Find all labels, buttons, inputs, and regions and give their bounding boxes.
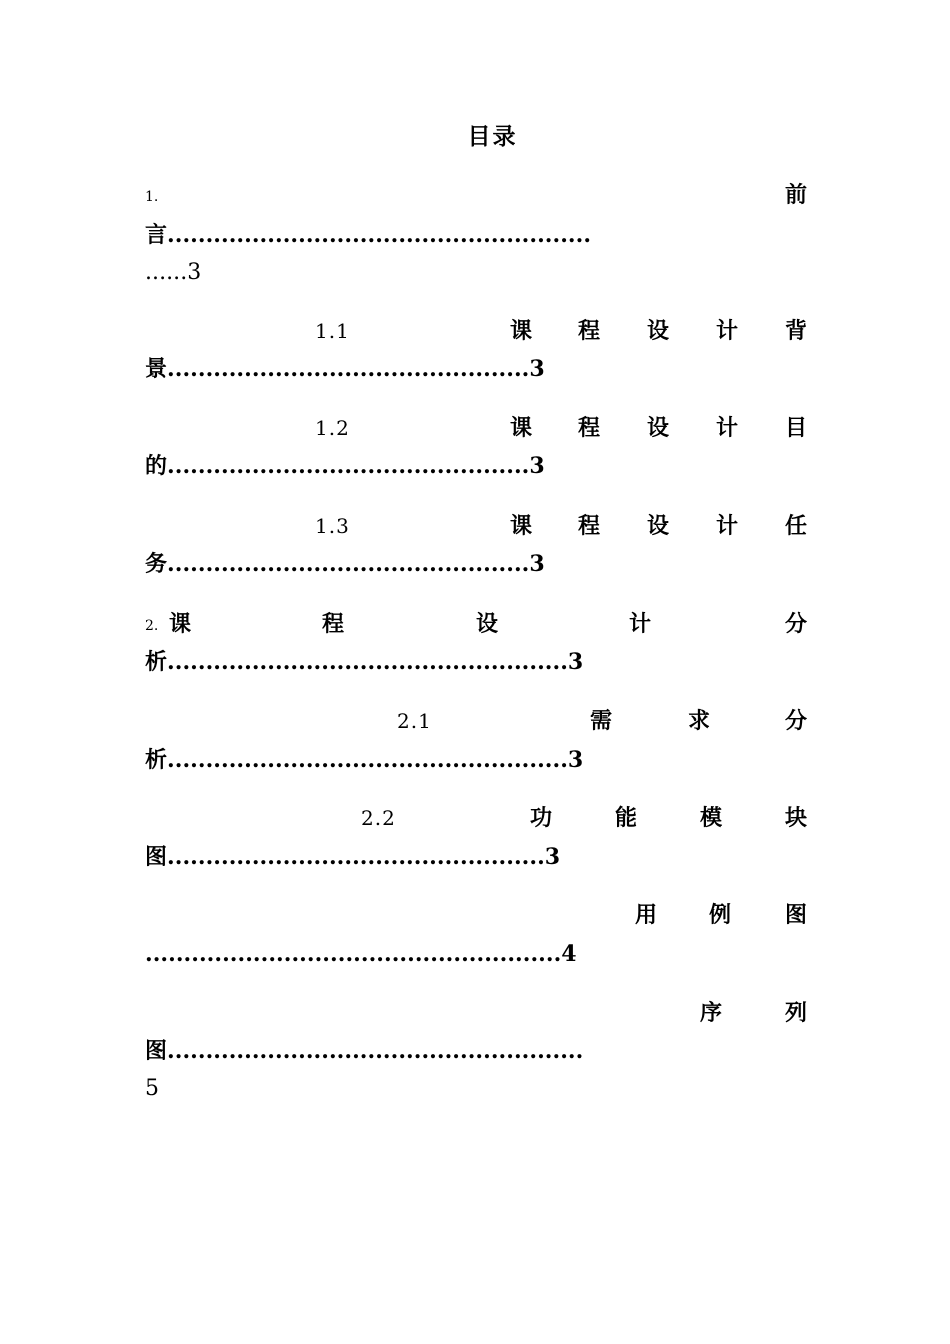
toc-entry-word: 计: [629, 611, 652, 637]
toc-entry-word: 背: [784, 318, 807, 344]
toc-entry-leader: 言.......................................................: [145, 222, 592, 248]
toc-entry-leader: 务...............................................3: [145, 551, 545, 577]
toc-entry-number: 1.2: [315, 416, 350, 440]
toc-entry-number: 1.1: [315, 319, 350, 343]
toc-entry-word: 功: [530, 805, 553, 831]
toc-entry-number: 2.2: [361, 806, 396, 830]
toc-entry-word: 图: [784, 902, 807, 928]
toc-entry-word: 模: [700, 805, 723, 831]
toc-entry-word: 分: [784, 611, 807, 637]
toc-entry-leader: 的...............................................3: [145, 453, 545, 479]
toc-entry-word: 计: [716, 415, 739, 441]
toc-entry-word: 需: [590, 708, 613, 734]
toc-entry-number: 1.3: [315, 514, 350, 538]
toc-entry-word: 课: [510, 415, 533, 441]
toc-entry-word: 程: [578, 415, 601, 441]
toc-entry-word: 计: [716, 513, 739, 539]
toc-entry-word: 分: [784, 708, 807, 734]
toc-entry-word: 求: [688, 708, 711, 734]
toc-entry-word: 块: [784, 805, 807, 831]
toc-entry-page: 5: [145, 1076, 159, 1101]
toc-entry-word: 设: [476, 611, 499, 637]
toc-entry-word: 能: [615, 805, 638, 831]
toc-entry-leader: 景...............................................3: [145, 356, 545, 382]
toc-entry-number: 2.: [145, 618, 159, 634]
toc-entry-word: 设: [647, 513, 670, 539]
toc-entry-word: 用: [635, 902, 658, 928]
toc-entry-word: 课: [510, 513, 533, 539]
toc-title: 目录: [467, 123, 518, 150]
toc-entry-word: 计: [716, 318, 739, 344]
toc-entry-word: 序: [700, 1000, 723, 1026]
toc-entry-leader: ......................................................4: [145, 941, 577, 967]
toc-entry-page: ......3: [145, 260, 202, 285]
toc-entry-leader: 析....................................................3: [145, 649, 584, 675]
toc-entry-word: 设: [647, 318, 670, 344]
toc-entry-word: 任: [784, 513, 807, 539]
toc-entry-leader: 图......................................................: [145, 1038, 584, 1064]
toc-entry-leader: 图.................................................3: [145, 844, 561, 870]
toc-entry-word: 列: [784, 1000, 807, 1026]
toc-entry-word: 设: [647, 415, 670, 441]
toc-entry-number: 2.1: [397, 709, 432, 733]
toc-entry-word: 程: [578, 318, 601, 344]
toc-entry-word: 课: [169, 611, 192, 637]
toc-entry-word: 程: [578, 513, 601, 539]
toc-entry-word: 前: [784, 182, 807, 208]
toc-entry-number: 1.: [145, 189, 159, 205]
toc-entry-word: 程: [322, 611, 345, 637]
toc-entry-leader: 析....................................................3: [145, 747, 584, 773]
toc-entry-word: 课: [510, 318, 533, 344]
toc-entry-word: 目: [784, 415, 807, 441]
toc-entry-word: 例: [709, 902, 732, 928]
